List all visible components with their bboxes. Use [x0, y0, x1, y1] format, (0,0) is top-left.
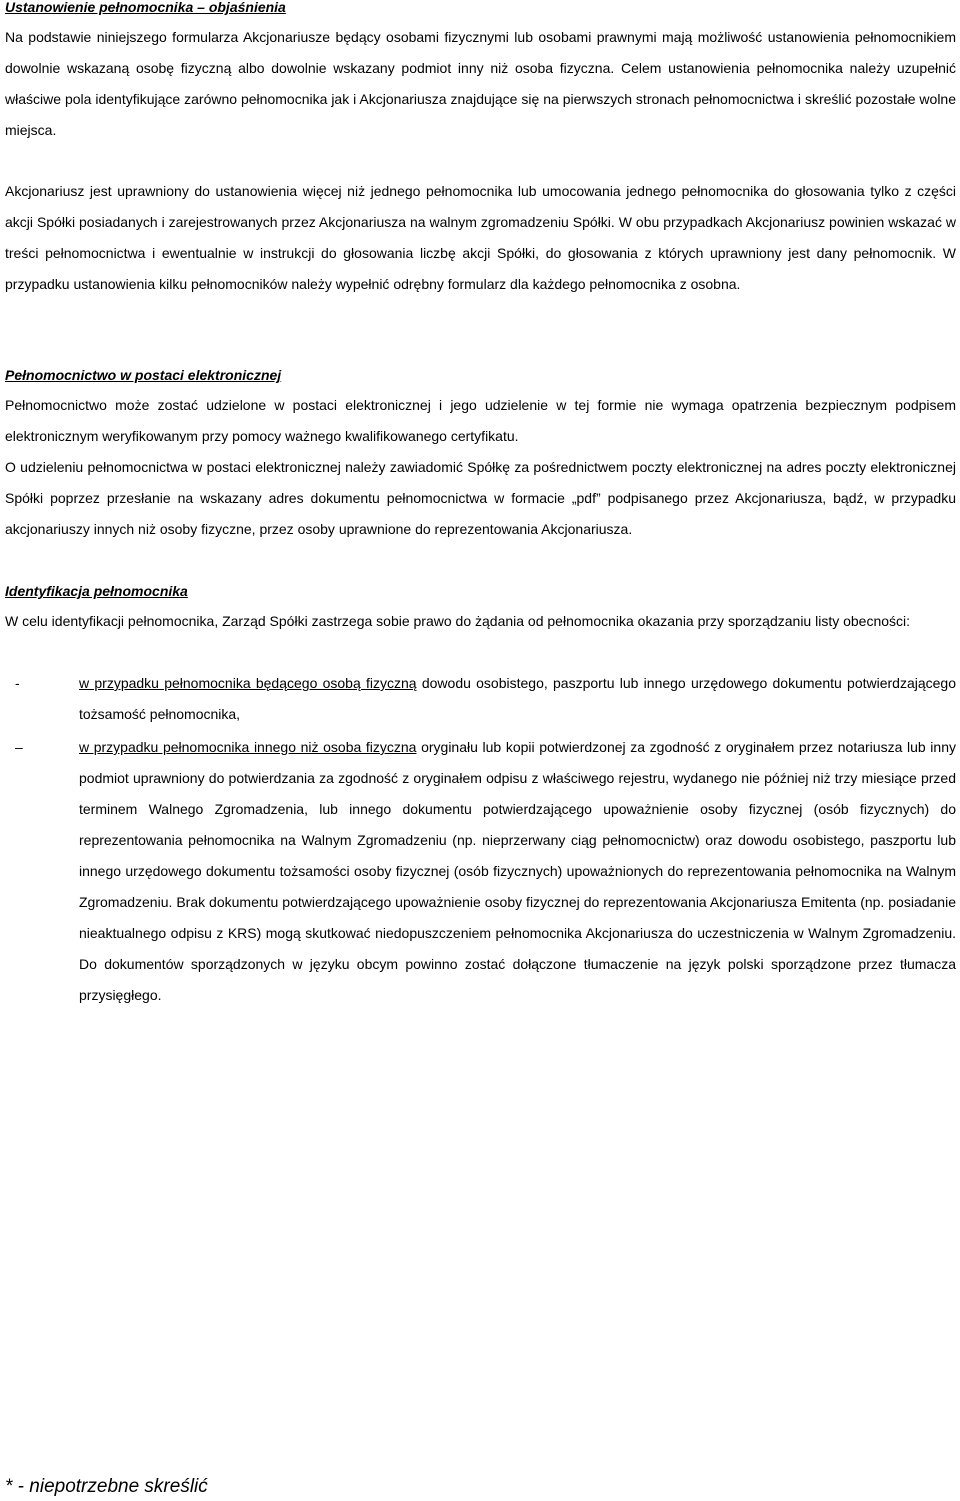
paragraph-identyfikacja-intro: W celu identyfikacji pełnomocnika, Zarząd Spółki zastrzega sobie prawo do żądania od pełnomocnika okazania przy sporządzaniu listy obecności: [5, 613, 911, 629]
footnote: * - niepotrzebne skreślić [5, 1476, 208, 1497]
dash-bullet: – [15, 739, 23, 755]
list-item-body: oryginału lub kopii potwierdzonej za zgodność z oryginałem przez notariusza lub inny podmiot uprawniony do potwierdzania za zgodność z oryginałem odpisu z właściwego rejestru, wydanego nie później niż trzy miesiące przed terminem Walnego Zgromadzenia, lub innego dokumentu potwierdzającego upoważnienie osoby fizycznej (osób fizycznych) do reprezentowania pełnomocnika na Walnym Zgromadzeniu (np. nieprzerwany ciąg pełnomocnictw) oraz dowodu osobistego, paszportu lub innego urzędowego dokumentu tożsamości osoby fizycznej (osób fizycznych) upoważnionych do reprezentowania pełnomocnika na Walnym Zgromadzeniu. Brak dokumentu potwierdzającego upoważnienie osoby fizycznej do reprezentowania Akcjonariusza Emitenta (np. posiadanie nieaktualnego odpisu z KRS) mogą skutkować niedopuszczeniem pełnomocnika Akcjonariusza do uczestniczenia w Walnym Zgromadzeniu. Do dokumentów sporządzonych w języku obcym powinno zostać dołączone tłumaczenie na język polski sporządzone przez tłumacza przysięgłego. [79, 739, 956, 1003]
section-title-identyfikacja: Identyfikacja pełnomocnika [5, 583, 188, 599]
section-title-ustanowienie: Ustanowienie pełnomocnika – objaśnienia [5, 0, 286, 15]
paragraph-elektroniczne-1: Pełnomocnictwo może zostać udzielone w postaci elektronicznej i jego udzielenie w tej formie nie wymaga opatrzenia bezpiecznym podpisem elektronicznym weryfikowanym przy pomocy ważnego kwalifikowanego certyfikatu. [5, 397, 956, 444]
list-item-lead: w przypadku pełnomocnika innego niż osoba fizyczna [79, 739, 417, 755]
list-item-lead: w przypadku pełnomocnika będącego osobą fizyczną [79, 675, 417, 691]
section-title-elektroniczne: Pełnomocnictwo w postaci elektronicznej [5, 367, 282, 383]
list-item-body: dowodu osobistego, paszportu lub innego urzędowego dokumentu potwierdzającego tożsamość pełnomocnika, [79, 675, 956, 722]
list-item [5, 668, 956, 730]
list-item-text [79, 668, 956, 730]
paragraph-ustanowienie-1: Na podstawie niniejszego formularza Akcjonariusze będący osobami fizycznymi lub osobami prawnymi mają możliwość ustanowienia pełnomocnikiem dowolnie wskazaną osobę fizyczną albo dowolnie wskazany podmiot inny niż osoba fizyczna. Celem ustanowienia pełnomocnika należy uzupełnić właściwe pola identyfikujące zarówno pełnomocnika jak i Akcjonariusza znajdujące się na pierwszych stronach pełnomocnictwa i skreślić pozostałe wolne miejsca. [5, 29, 956, 138]
list-item-text [79, 732, 956, 1011]
paragraph-ustanowienie-2: Akcjonariusz jest uprawniony do ustanowienia więcej niż jednego pełnomocnika lub umocowania jednego pełnomocnika do głosowania tylko z części akcji Spółki posiadanych i zarejestrowanych przez Akcjonariusza na walnym zgromadzeniu Spółki. W obu przypadkach Akcjonariusz powinien wskazać w treści pełnomocnictwa i ewentualnie w instrukcji do głosowania liczbę akcji Spółki, do głosowania z których uprawniony jest dany pełnomocnik. W przypadku ustanowienia kilku pełnomocników należy wypełnić odrębny formularz dla każdego pełnomocnika z osobna. [5, 183, 956, 292]
paragraph-elektroniczne-2: O udzieleniu pełnomocnictwa w postaci elektronicznej należy zawiadomić Spółkę za pośrednictwem poczty elektronicznej na adres poczty elektronicznej Spółki poprzez przesłanie na wskazany adres dokumentu pełnomocnictwa w formacie „pdf” podpisanego przez Akcjonariusza, bądź, w przypadku akcjonariuszy innych niż osoby fizyczne, przez osoby uprawnione do reprezentowania Akcjonariusza. [5, 459, 956, 537]
list-item [5, 732, 956, 1011]
dash-bullet: - [15, 675, 20, 691]
